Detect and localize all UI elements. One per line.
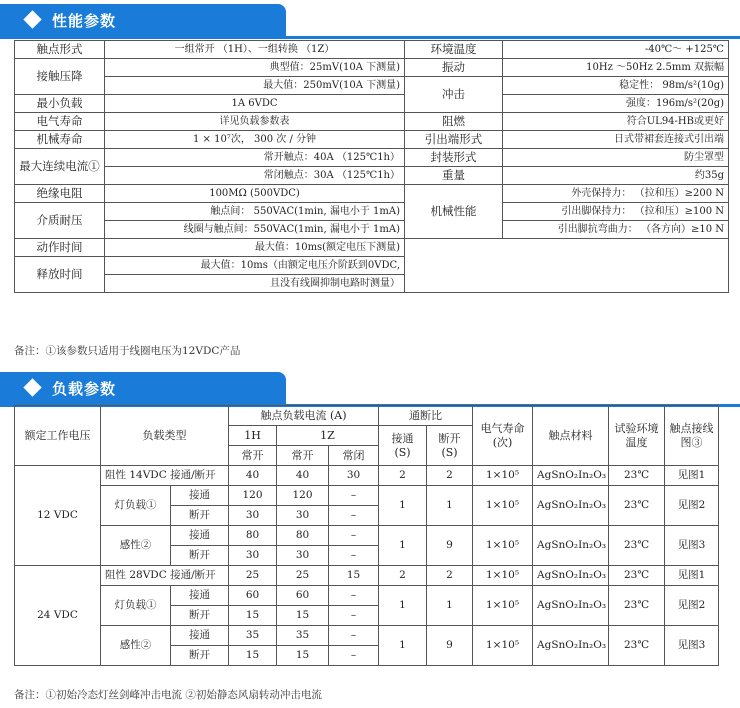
current-value: – xyxy=(329,506,379,526)
current-value: 30 xyxy=(329,466,379,486)
perf-value: 稳定性： 98m/s²(10g) xyxy=(503,77,729,95)
ratio-on-value: 1 xyxy=(379,486,427,526)
ratio-off-value: 1 xyxy=(427,586,473,626)
voltage-cell: 12 VDC xyxy=(15,466,101,566)
material-value: AgSnO₂In₂O₃ xyxy=(533,566,609,586)
perf-label: 振动 xyxy=(405,59,503,77)
current-value: – xyxy=(329,546,379,566)
off-label: 断开 xyxy=(171,606,229,626)
voltage-cell: 24 VDC xyxy=(15,566,101,666)
ratio-off-value: 2 xyxy=(427,566,473,586)
current-value: – xyxy=(329,586,379,606)
perf-value: 线圈与触点间：550VAC(1min, 漏电小于 1mA) xyxy=(105,221,405,239)
perf-value: 符合UL94-HB或更好 xyxy=(503,113,729,131)
current-value: – xyxy=(329,626,379,646)
perf-value: 最大值：250mV(10A 下测量) xyxy=(105,77,405,95)
perf-label: 绝缘电阻 xyxy=(15,185,105,203)
current-value: 80 xyxy=(229,526,277,546)
current-value: 35 xyxy=(229,626,277,646)
perf-label: 最大连续电流① xyxy=(15,149,105,185)
current-value: 25 xyxy=(229,566,277,586)
load-section-tab xyxy=(0,372,286,406)
current-value: 15 xyxy=(277,606,329,626)
perf-value: 防尘罩型 xyxy=(503,149,729,167)
perf-row xyxy=(15,131,729,149)
1h-no-header: 常开 xyxy=(229,446,277,466)
current-value: 60 xyxy=(277,586,329,606)
ratio-on-value: 2 xyxy=(379,566,427,586)
material-value: AgSnO₂In₂O₃ xyxy=(533,526,609,566)
perf-value: 典型值：25mV(10A 下测量) xyxy=(105,59,405,77)
perf-label: 介质耐压 xyxy=(15,203,105,239)
perf-label: 封装形式 xyxy=(405,149,503,167)
perf-value: 引出脚抗弯曲力： （各方向）≥10 N xyxy=(503,221,729,239)
current-value: 30 xyxy=(277,546,329,566)
current-value: – xyxy=(329,606,379,626)
perf-value: 且没有线圈抑制电路时测量） xyxy=(105,275,405,293)
material-value: AgSnO₂In₂O₃ xyxy=(533,626,609,666)
diamond-icon xyxy=(23,10,41,28)
perf-row xyxy=(15,203,729,221)
perf-value: 10Hz ～50Hz 2.5mm 双振幅 xyxy=(503,59,729,77)
load-row xyxy=(15,486,719,506)
perf-section-header xyxy=(0,4,740,38)
perf-value: 外壳保持力： （拉和压）≥200 N xyxy=(503,185,729,203)
ratio-off-value: 9 xyxy=(427,626,473,666)
load-table xyxy=(14,405,719,666)
1z-nc-header: 常闭 xyxy=(329,446,379,466)
perf-note: 备注：①该参数只适用于线圈电压为12VDC产品 xyxy=(14,345,241,357)
fig-value: 见图2 xyxy=(665,486,719,526)
perf-value: 最大值：10ms（由额定电压介阶跃到0VDC, xyxy=(105,257,405,275)
perf-row xyxy=(15,95,729,113)
load-row xyxy=(15,586,719,606)
lamp-label: 灯负载① xyxy=(101,486,171,526)
1z-header: 1Z xyxy=(277,426,379,446)
current-value: 25 xyxy=(277,566,329,586)
perf-value: 一组常开 （1H）、一组转换 （1Z） xyxy=(105,41,405,59)
material-value: AgSnO₂In₂O₃ xyxy=(533,586,609,626)
perf-value: 引出脚保持力： （拉和压）≥100 N xyxy=(503,203,729,221)
perf-row xyxy=(15,113,729,131)
perf-value: 100MΩ (500VDC) xyxy=(105,185,405,203)
temp-value: 23℃ xyxy=(609,486,665,526)
load-note: 备注：①初始冷态灯丝剑峰冲击电流 ②初始静态风扇转动冲击电流 xyxy=(14,689,322,701)
temp-value: 23℃ xyxy=(609,566,665,586)
life-value: 1×10⁵ xyxy=(473,586,533,626)
perf-value: 常开触点：40A （125℃1h） xyxy=(105,149,405,167)
on-label: 接通 xyxy=(171,526,229,546)
ratio-on-value: 2 xyxy=(379,466,427,486)
perf-label: 环境温度 xyxy=(405,41,503,59)
perf-row xyxy=(15,167,729,185)
perf-table xyxy=(14,40,729,293)
off-label: 断开 xyxy=(171,506,229,526)
load-row xyxy=(15,526,719,546)
current-value: 40 xyxy=(229,466,277,486)
perf-value: -40℃～ +125℃ xyxy=(503,41,729,59)
perf-value: 强度：196m/s²(20g) xyxy=(503,95,729,113)
life-header: 电气寿命 (次) xyxy=(473,406,533,466)
life-value: 1×10⁵ xyxy=(473,566,533,586)
on-seconds-header: 接通 (S) xyxy=(379,426,427,466)
section-divider xyxy=(0,36,740,39)
perf-value: 最大值：10ms(额定电压下测量) xyxy=(105,239,405,257)
current-value: 40 xyxy=(277,466,329,486)
perf-row xyxy=(15,59,729,77)
ratio-on-value: 1 xyxy=(379,526,427,566)
load-section-header xyxy=(0,372,740,406)
off-label: 断开 xyxy=(171,646,229,666)
ratio-header: 通断比 xyxy=(379,406,473,426)
perf-label: 重量 xyxy=(405,167,503,185)
current-value: 30 xyxy=(229,506,277,526)
temp-value: 23℃ xyxy=(609,586,665,626)
perf-label: 接触压降 xyxy=(15,59,105,95)
inductive-label: 感性② xyxy=(101,626,171,666)
ratio-off-value: 2 xyxy=(427,466,473,486)
material-header: 触点材料 xyxy=(533,406,609,466)
perf-label: 引出端形式 xyxy=(405,131,503,149)
fig-value: 见图2 xyxy=(665,586,719,626)
current-value: 15 xyxy=(229,646,277,666)
perf-row xyxy=(15,41,729,59)
perf-value: 详见负载参数表 xyxy=(105,113,405,131)
material-value: AgSnO₂In₂O₃ xyxy=(533,486,609,526)
ratio-off-value: 9 xyxy=(427,526,473,566)
temp-value: 23℃ xyxy=(609,466,665,486)
load-row xyxy=(15,626,719,646)
on-label: 接通 xyxy=(171,586,229,606)
perf-label: 释放时间 xyxy=(15,257,105,293)
perf-row xyxy=(15,185,729,203)
current-value: 15 xyxy=(229,606,277,626)
perf-label: 最小负载 xyxy=(15,95,105,113)
lamp-label: 灯负载① xyxy=(101,586,171,626)
life-value: 1×10⁵ xyxy=(473,626,533,666)
ratio-on-value: 1 xyxy=(379,586,427,626)
current-value: – xyxy=(329,526,379,546)
perf-section-title: 性能参数 xyxy=(52,12,117,30)
perf-row xyxy=(15,221,729,239)
fig-header: 触点接线 图③ xyxy=(665,406,719,466)
current-value: 30 xyxy=(229,546,277,566)
1z-no-header: 常开 xyxy=(277,446,329,466)
fig-value: 见图1 xyxy=(665,466,719,486)
current-value: 35 xyxy=(277,626,329,646)
perf-value: 1A 6VDC xyxy=(105,95,405,113)
1h-header: 1H xyxy=(229,426,277,446)
env-header: 试验环境 温度 xyxy=(609,406,665,466)
life-value: 1×10⁵ xyxy=(473,526,533,566)
perf-label: 冲击 xyxy=(405,77,503,113)
current-value: – xyxy=(329,646,379,666)
voltage-header: 额定工作电压 xyxy=(15,406,101,466)
perf-row xyxy=(15,77,729,95)
material-value: AgSnO₂In₂O₃ xyxy=(533,466,609,486)
perf-value: 约35g xyxy=(503,167,729,185)
current-value: – xyxy=(329,486,379,506)
load-type-header: 负载类型 xyxy=(101,406,229,466)
load-row xyxy=(15,466,719,486)
current-value: 80 xyxy=(277,526,329,546)
current-value: 15 xyxy=(329,566,379,586)
on-label: 接通 xyxy=(171,486,229,506)
fig-value: 见图3 xyxy=(665,526,719,566)
temp-value: 23℃ xyxy=(609,526,665,566)
perf-label: 阻燃 xyxy=(405,113,503,131)
perf-label: 触点形式 xyxy=(15,41,105,59)
current-value: 120 xyxy=(229,486,277,506)
perf-value: 触点间： 550VAC(1min, 漏电小于 1mA) xyxy=(105,203,405,221)
load-row xyxy=(15,566,719,586)
perf-value: 常闭触点：30A （125℃1h） xyxy=(105,167,405,185)
perf-label: 电气寿命 xyxy=(15,113,105,131)
off-label: 断开 xyxy=(171,546,229,566)
perf-empty-cell xyxy=(405,239,729,293)
off-seconds-header: 断开 (S) xyxy=(427,426,473,466)
ratio-off-value: 1 xyxy=(427,486,473,526)
load-section-title: 负载参数 xyxy=(52,380,117,398)
fig-value: 见图3 xyxy=(665,626,719,666)
on-label: 接通 xyxy=(171,626,229,646)
current-header: 触点负载电流 (A) xyxy=(229,406,379,426)
diamond-icon xyxy=(23,378,41,396)
current-value: 30 xyxy=(277,506,329,526)
perf-label: 机械寿命 xyxy=(15,131,105,149)
perf-label: 动作时间 xyxy=(15,239,105,257)
temp-value: 23℃ xyxy=(609,626,665,666)
inductive-label: 感性② xyxy=(101,526,171,566)
life-value: 1×10⁵ xyxy=(473,466,533,486)
fig-value: 见图1 xyxy=(665,566,719,586)
current-value: 120 xyxy=(277,486,329,506)
resistive-label: 阻性 28VDC 接通/断开 xyxy=(101,566,229,586)
current-value: 60 xyxy=(229,586,277,606)
perf-label: 机械性能 xyxy=(405,185,503,239)
perf-value: 1 × 10⁷次， 300 次 / 分钟 xyxy=(105,131,405,149)
perf-section-tab xyxy=(0,4,286,38)
perf-value: 日式带裙套连接式引出端 xyxy=(503,131,729,149)
load-header-row xyxy=(15,406,719,426)
life-value: 1×10⁵ xyxy=(473,486,533,526)
perf-row xyxy=(15,239,729,257)
ratio-on-value: 1 xyxy=(379,626,427,666)
perf-row xyxy=(15,149,729,167)
resistive-label: 阻性 14VDC 接通/断开 xyxy=(101,466,229,486)
current-value: 15 xyxy=(277,646,329,666)
